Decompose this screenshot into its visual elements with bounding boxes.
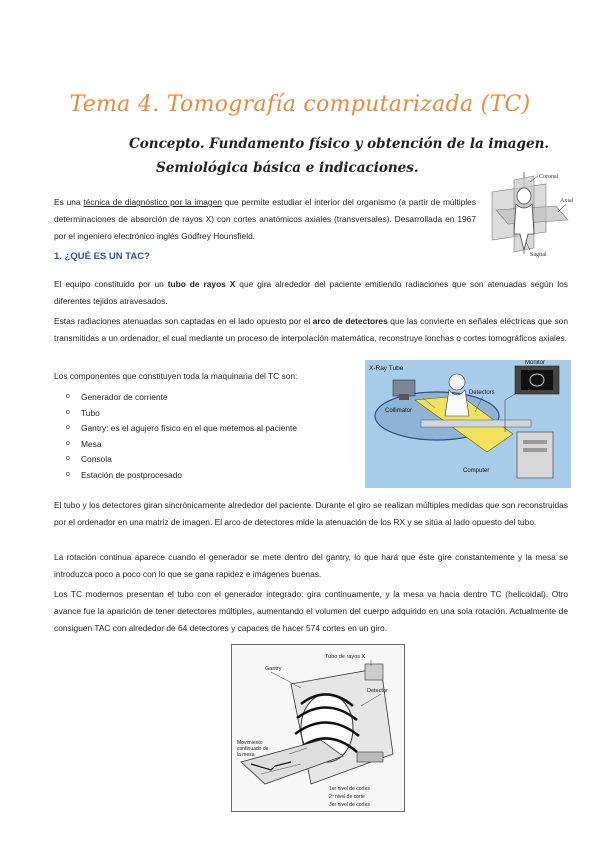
label-gantry: Gantry xyxy=(265,666,282,672)
plane-label-axial: Axial xyxy=(560,198,574,204)
label-table-movement: Movimiento continuado de la mesa xyxy=(237,740,269,758)
list-item: o Estación de postprocesado xyxy=(66,468,297,484)
label-level-1: 1er nivel de cortes xyxy=(329,786,370,792)
paragraph-modern-ct: Los TC modernos presentan el tubo con el generador integrado: gira continuamente, y la mesa va hacia dentro TC (helicoidal). Otro avance fue la aparición de tener detectores múltiples, aumentando el volumen del cuerpo adquirido en una sola rotación. Actualmente de consiguen TAC con alrededor de 64 detectores y capaces de hacer 574 cortes en un giro. xyxy=(54,589,568,633)
components-list xyxy=(66,390,297,484)
helical-ct-diagram xyxy=(231,644,405,812)
list-item: o Gantry: es el agujero físico en el que metemos al paciente xyxy=(66,421,297,437)
plane-label-coronal: Coronal xyxy=(539,174,559,180)
label-collimator: Collimator xyxy=(385,408,413,414)
ct-scanner-diagram xyxy=(365,360,571,488)
paragraph-continuous: La rotación continua aparece cuando el generador se mete dentro del gantry, lo que hará que éste gire constantemente y la mesa se introduzca poco a poco con lo que se gana rapidez e imágenes buenas. xyxy=(54,552,568,579)
label-level-2: 2º nivel de corte xyxy=(329,794,365,800)
intro-paragraph: Es una técnica de diagnóstico por la imagen que permite estudiar el interior del organismo (a partir de múltiples determinaciones de absorción de rayos X) con cortes anatómicos axiales (transversales). Desarrollada en 1967 por el ingeniero electrónico inglés Godfrey Hounsfield. xyxy=(54,197,477,241)
label-detectors: Detectors xyxy=(469,390,495,396)
label-detector: Detector xyxy=(367,688,388,694)
label-level-3: 3er nivel de cortes xyxy=(329,802,370,808)
list-item: o Generador de corriente xyxy=(66,390,297,406)
paragraph-detectors: Estas radiaciones atenuadas son captadas en el lado opuesto por el arco de detectores que las convierte en señales eléctricas que son transmitidas a un ordenador, el cual mediante un proceso de interpolación matemática, reconstruye lonchas o cortes tomográficos axiales. xyxy=(54,316,568,343)
list-item: o Mesa xyxy=(66,437,297,453)
anatomical-planes-figure xyxy=(486,170,576,258)
plane-label-sagital: Sagital xyxy=(530,252,547,258)
components-intro: Los componentes que constituyen toda la maquinaria del TC son: xyxy=(54,371,298,381)
list-item: o Consola xyxy=(66,452,297,468)
subtitle-line-2: Semiológica básica e indicaciones. xyxy=(156,160,419,176)
label-xray-tube-es: Tubo de rayos X xyxy=(325,654,366,660)
document-title: Tema 4. Tomografía computarizada (TC) xyxy=(69,92,531,117)
label-computer: Computer xyxy=(463,468,490,474)
diagnostic-technique-link: técnica de diagnóstico por la imagen xyxy=(83,197,222,207)
subtitle-line-1: Concepto. Fundamento físico y obtención de la imagen. xyxy=(129,136,550,152)
list-item: o Tubo xyxy=(66,406,297,422)
paragraph-rotation: El tubo y los detectores giran sincrónicamente alrededor del paciente. Durante el giro se realizan múltiples medidas que son reconstruidas por el ordenador en una matriz de imagen. El arco de detectores mide la atenuación de los RX y se sitúa al lado opuesto del tubo. xyxy=(54,500,568,527)
section-1-heading: 1. ¿QUÉ ES UN TAC? xyxy=(54,251,150,262)
label-monitor: Monitor xyxy=(525,360,546,366)
paragraph-tube: El equipo constituido por un tubo de rayos X que gira alrededor del paciente emitiendo radiaciones que son atenuadas según los diferentes tejidos atravesados. xyxy=(54,279,568,306)
label-xray-tube: X-Ray Tube xyxy=(369,365,404,372)
